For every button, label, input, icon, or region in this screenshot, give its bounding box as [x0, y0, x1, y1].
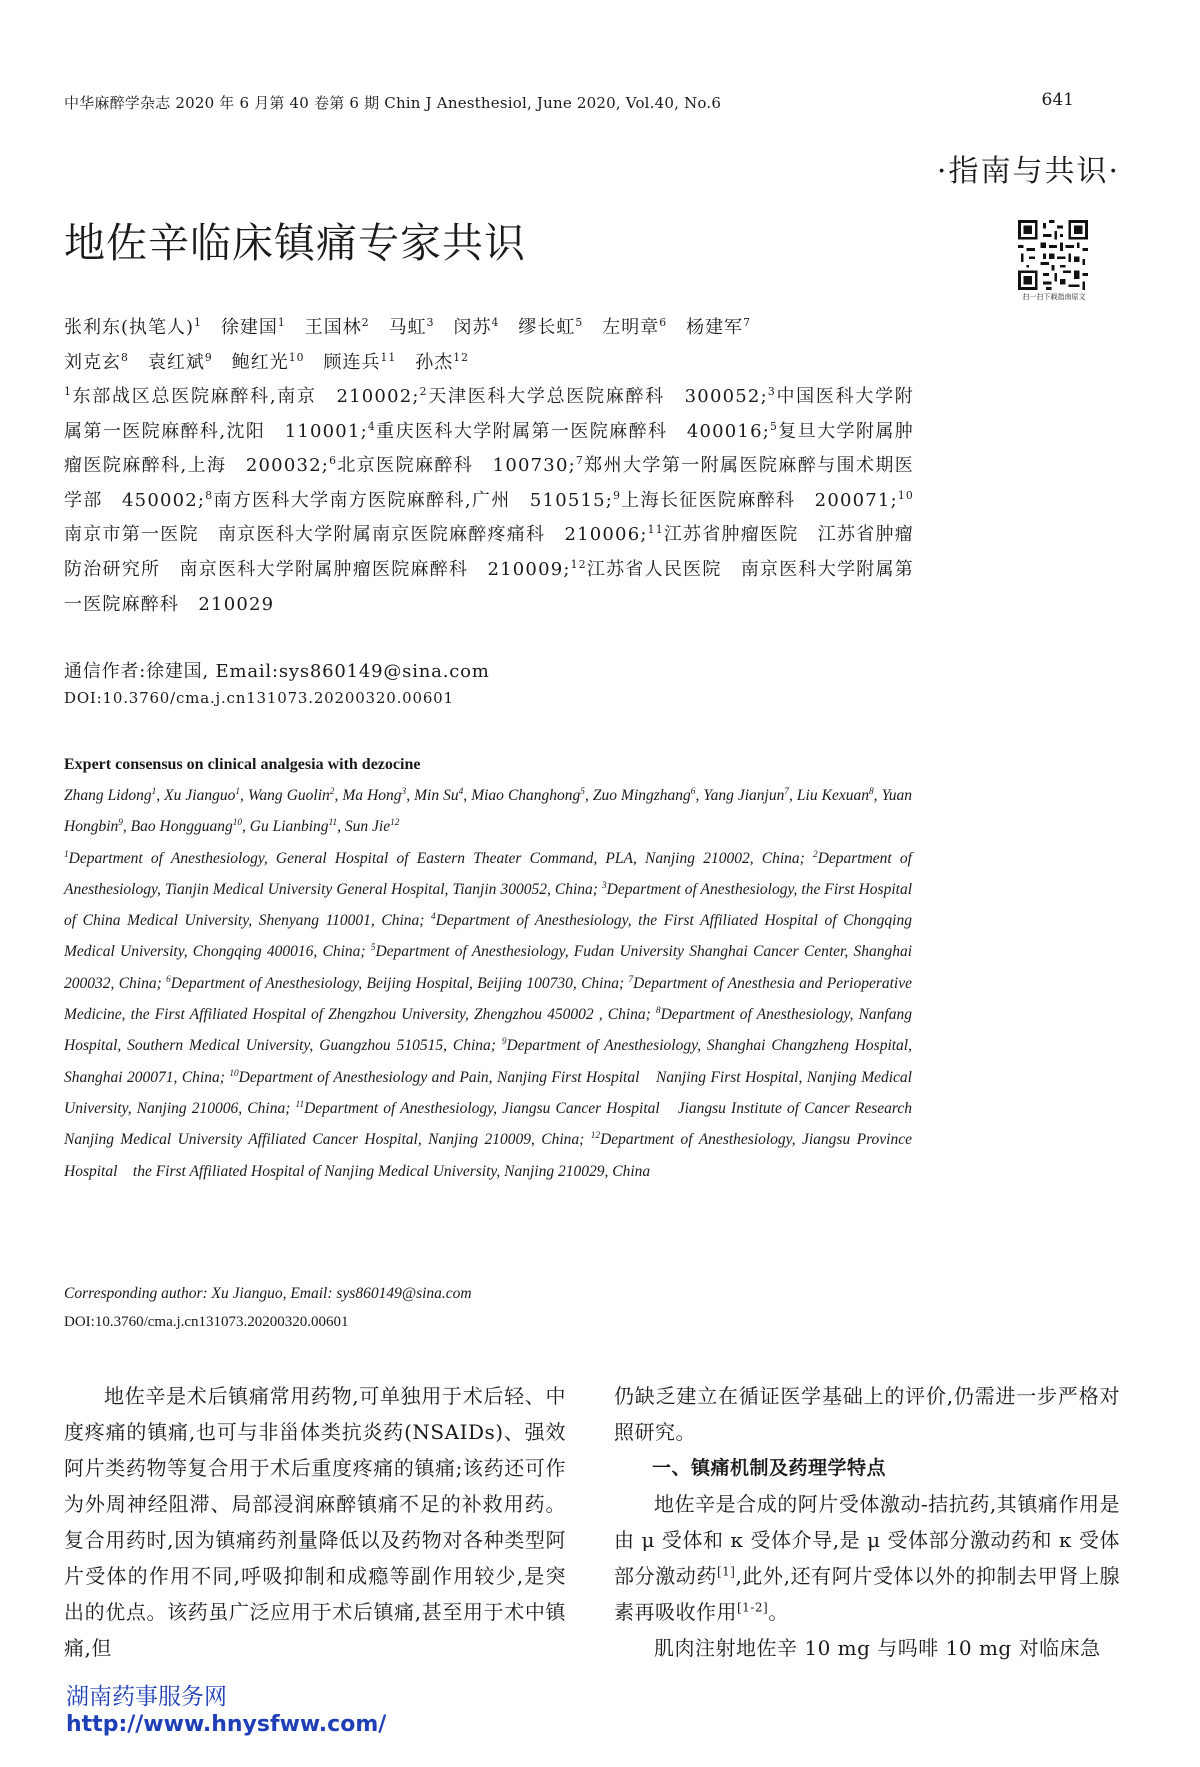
qr-caption: 扫一扫下载指南原文 [1022, 293, 1086, 301]
watermark-url-link[interactable]: http://www.hnysfww.com/ [66, 1712, 387, 1737]
section-heading: 一、镇痛机制及药理学特点 [652, 1457, 887, 1479]
body-paragraph: 仍缺乏建立在循证医学基础上的评价,仍需进一步严格对照研究。 [614, 1384, 1120, 1444]
body-paragraph: 地佐辛是合成的阿片受体激动-拮抗药,其镇痛作用是由 μ 受体和 κ 受体介导,是 μ 受体部分激动药和 κ 受体部分激动药[1],此外,还有阿片受体以外的抑制去甲肾上腺素再吸收作用[1-2]。 [614, 1492, 1121, 1624]
correspondence-cn-text: 通信作者:徐建国, Email:sys860149@sina.com [64, 661, 490, 682]
body-column-right [614, 1378, 1120, 1666]
affiliations-en: $^1$Department of Anesthesiology, General Hospital of Eastern Theater Command, PLA, Nanjing 210002, China; $^2$Department of Anesthesiology, Tianjin Medical University General Hospital, Tianjin 300052, China; $^3$Department of Anesthesiology, the First Hospital of China Medical University, Shenyang 110001, China; $^4$Department of Anesthesiology, the First Affiliated Hospital of Chongqing Medical University, Chongqing 400016, China; $^5$Department of Anesthesiology, Fudan University Shanghai Cancer Center, Shanghai 200032, China; $^6$Department of Anesthesiology, Beijing Hospital, Beijing 100730, China; $^7$Department of Anesthesia and Perioperative Medicine, the First Affiliated Hospital of Zhengzhou University, Zhengzhou 450002 , China; $^8$Department of Anesthesiology, Nanfang Hospital, Southern Medical University, Guangzhou 510515, China; $^9$Department of Anesthesiology, Shanghai Changzheng Hospital, Shanghai 200071, China; $^{10}$Department of Anesthesiology and Pain, Nanjing First Hospital Nanjing First Hospital, Nanjing Medical University, Nanjing 210006, China; $^{11}$Department of Anesthesiology, Jiangsu Cancer Hospital Jiangsu Institute of Cancer Research Nanjing Medical University Affiliated Cancer Hospital, Nanjing 210009, China; $^{12}$Department of Anesthesiology, Jiangsu Province Hospital the First Affiliated Hospital of Nanjing Medical University, Nanjing 210029, China [64, 849, 928, 1180]
author-list-cn: 张利东(执笔人)$^1$ 徐建国$^1$ 王国林$^2$ 马虹$^3$ 闵苏$^4$ 缪长虹$^5$ 左明章$^6$ 杨建军$^7$ 刘克玄$^8$ 袁红斌$^9$ 鲍红光$^{10}$ 顾连兵$^{11}$ 孙杰$^{12}$ [64, 316, 752, 373]
author-list-en: Zhang Lidong$^1$, Xu Jianguo$^1$, Wang Guolin$^2$, Ma Hong$^3$, Min Su$^4$, Miao Changhong$^5$, Zuo Mingzhang$^6$, Yang Jianjun$^7$, Liu Kexuan$^8$, Yuan Hongbin$^9$, Bao Hongguang$^{10}$, Gu Lianbing$^{11}$, Sun Jie$^{12}$ [64, 786, 913, 836]
page-number: 641 [1041, 90, 1074, 110]
qr-code-icon[interactable] [1018, 220, 1088, 290]
correspondence-cn [64, 657, 490, 707]
body-paragraph: 地佐辛是术后镇痛常用药物,可单独用于术后轻、中度疼痛的镇痛,也可与非甾体类抗炎药(NSAIDs)、强效阿片类药物等复合用于术后重度疼痛的镇痛;该药还可作为外周神经阻滞、局部浸润麻醉镇痛不足的补救用药。复合用药时,因为镇痛药剂量降低以及药物对各种类型阿片受体的作用不同,呼吸抑制和成瘾等副作用较少,是突出的优点。该药虽广泛应用于术后镇痛,甚至用于术中镇痛,但 [64, 1384, 566, 1660]
running-header: 中华麻醉学杂志 2020 年 6 月第 40 卷第 6 期 Chin J Anesthesiol, June 2020, Vol.40, No.6 [64, 94, 722, 112]
body-column-left [64, 1378, 566, 1666]
doi-en[interactable]: DOI:10.3760/cma.j.cn131073.20200320.00601 [64, 1314, 349, 1330]
section-tag: ·指南与共识· [936, 154, 1120, 189]
article-title-en: Expert consensus on clinical analgesia with dezocine [64, 756, 421, 773]
watermark-site-name: 湖南药事服务网 [66, 1684, 227, 1710]
article-title-cn: 地佐辛临床镇痛专家共识 [64, 219, 526, 267]
doi-cn[interactable]: DOI:10.3760/cma.j.cn131073.20200320.00601 [64, 689, 454, 707]
correspondence-en: Corresponding author: Xu Jianguo, Email: sys860149@sina.com [64, 1285, 472, 1302]
body-paragraph: 肌肉注射地佐辛 10 mg 与吗啡 10 mg 对临床急 [654, 1636, 1101, 1660]
affiliations-cn: $^1$东部战区总医院麻醉科,南京 210002;$^2$天津医科大学总医院麻醉科 300052;$^3$中国医科大学附属第一医院麻醉科,沈阳 110001;$^4$重庆医科大学附属第一医院麻醉科 400016;$^5$复旦大学附属肿瘤医院麻醉科,上海 200032;$^6$北京医院麻醉科 100730;$^7$郑州大学第一附属医院麻醉与围术期医学部 450002;$^8$南方医科大学南方医院麻醉科,广州 510515;$^9$上海长征医院麻醉科 200071;$^{10}$南京市第一医院 南京医科大学附属南京医院麻醉疼痛科 210006;$^{11}$江苏省肿瘤医院 江苏省肿瘤防治研究所 南京医科大学附属肿瘤医院麻醉科 210009;$^{12}$江苏省人民医院 南京医科大学附属第一医院麻醉科 210029 [64, 385, 914, 615]
authors-affiliations-en [64, 780, 928, 1187]
